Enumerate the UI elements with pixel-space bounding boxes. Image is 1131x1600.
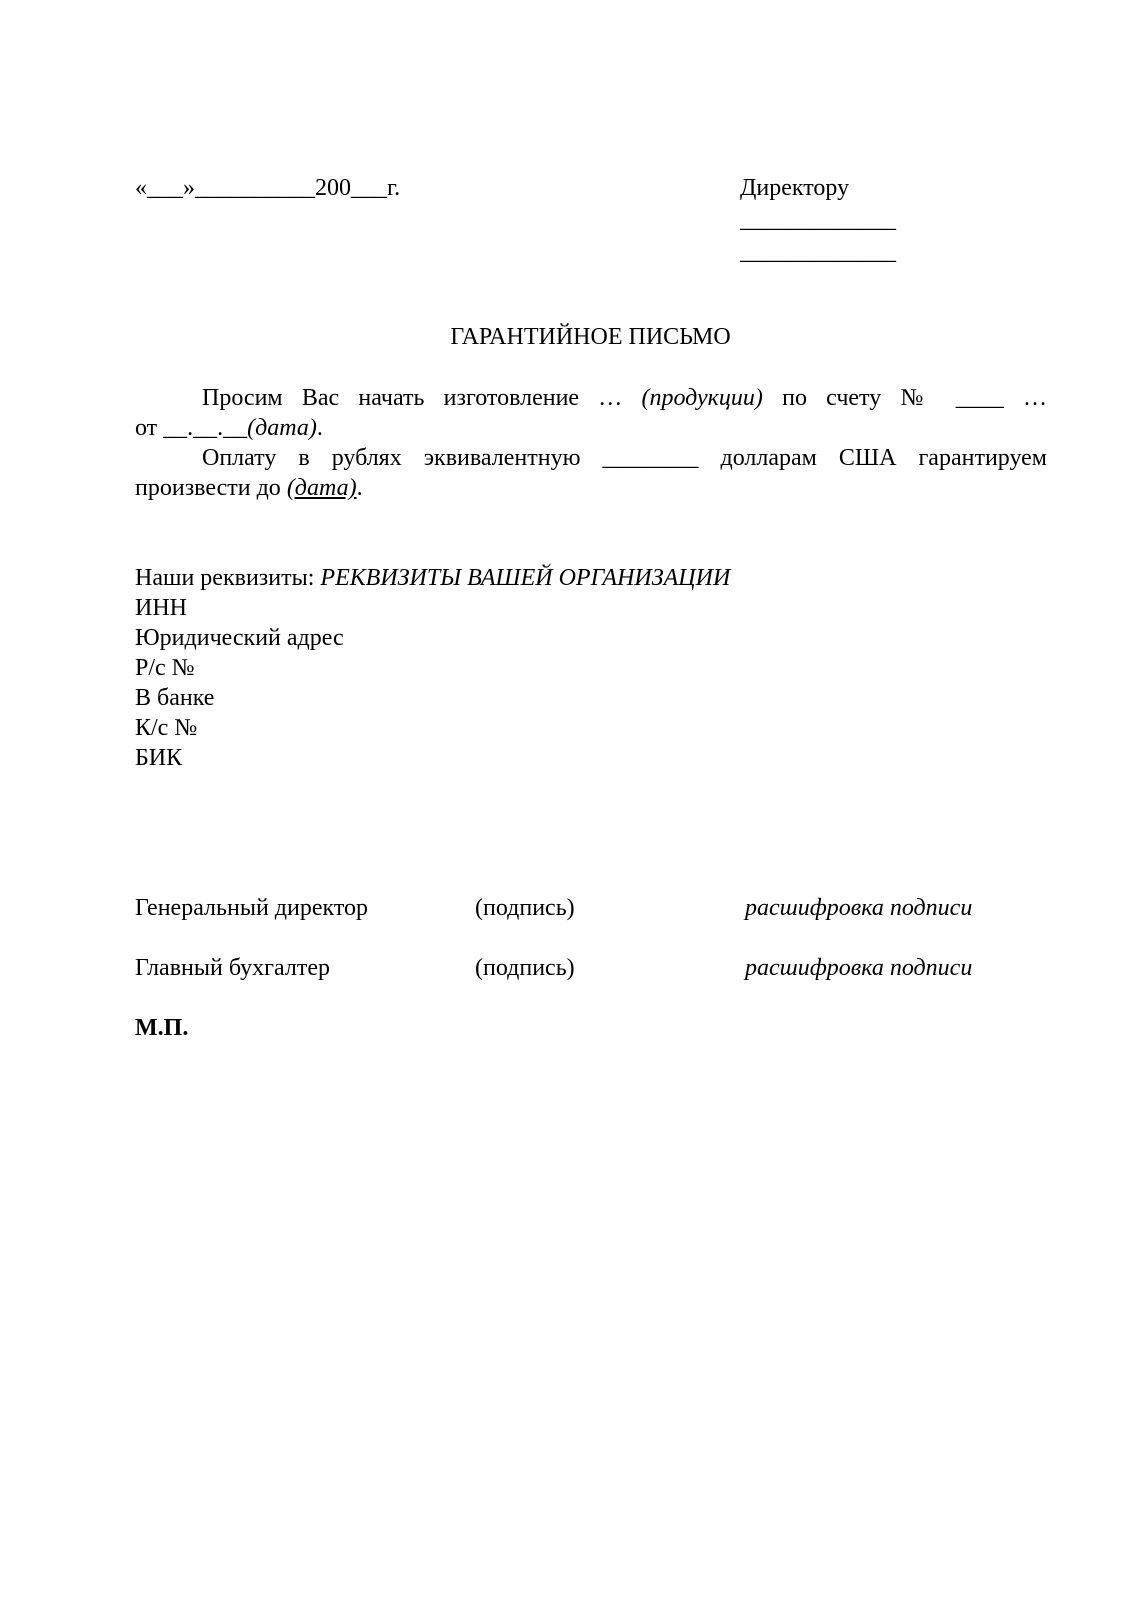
p1-line2-text-a: от __.__.__: [135, 415, 248, 441]
signature-name-director: расшифровка подписи: [745, 895, 973, 921]
signature-sign-director: (подпись): [475, 895, 575, 921]
p1-text-b: по счету № ____ …: [762, 385, 1047, 411]
p2-line2-text-a: произвести до: [135, 475, 287, 501]
requisites-org-placeholder: РЕКВИЗИТЫ ВАШЕЙ ОРГАНИЗАЦИИ: [320, 565, 731, 591]
signature-role-director: Генеральный директор: [135, 895, 369, 921]
addressee-label: Директору: [740, 175, 850, 201]
requisite-bik: БИК: [135, 745, 183, 771]
p2-date-placeholder: (дата): [286, 475, 357, 501]
signature-name-accountant: расшифровка подписи: [745, 955, 973, 981]
signature-sign-accountant: (подпись): [475, 955, 575, 981]
p2-text: Оплату в рублях эквивалентную ________ долларам США гарантируем: [202, 445, 1047, 471]
requisites-heading: [135, 563, 730, 593]
addressee-blank-1: _____________: [740, 207, 896, 233]
letter-title: ГАРАНТИЙНОЕ ПИСЬМО: [450, 324, 731, 350]
paragraph-1-line-2: [135, 413, 1047, 443]
requisites-label: Наши реквизиты:: [135, 565, 321, 591]
p1-text-a: Просим Вас начать изготовление …: [202, 385, 642, 411]
stamp-place: М.П.: [135, 1015, 189, 1041]
paragraph-1-line-1: [135, 383, 1047, 413]
p2-line2-text-b: .: [356, 475, 363, 501]
paragraph-2-line-1: [135, 443, 1047, 473]
date-line: «___»__________200___г.: [135, 175, 401, 201]
paragraph-2-line-2: [135, 473, 1047, 503]
requisite-settlement-account: Р/с №: [135, 655, 195, 681]
addressee-blank-2: _____________: [740, 239, 896, 265]
requisite-correspondent-account: К/с №: [135, 715, 198, 741]
requisite-bank: В банке: [135, 685, 215, 711]
requisite-inn: ИНН: [135, 595, 187, 621]
p1-date-placeholder: (дата): [247, 415, 317, 441]
requisite-legal-address: Юридический адрес: [135, 625, 344, 651]
signature-role-accountant: Главный бухгалтер: [135, 955, 330, 981]
p1-product-placeholder: (продукции): [641, 385, 763, 411]
p1-line2-text-b: .: [316, 415, 323, 441]
